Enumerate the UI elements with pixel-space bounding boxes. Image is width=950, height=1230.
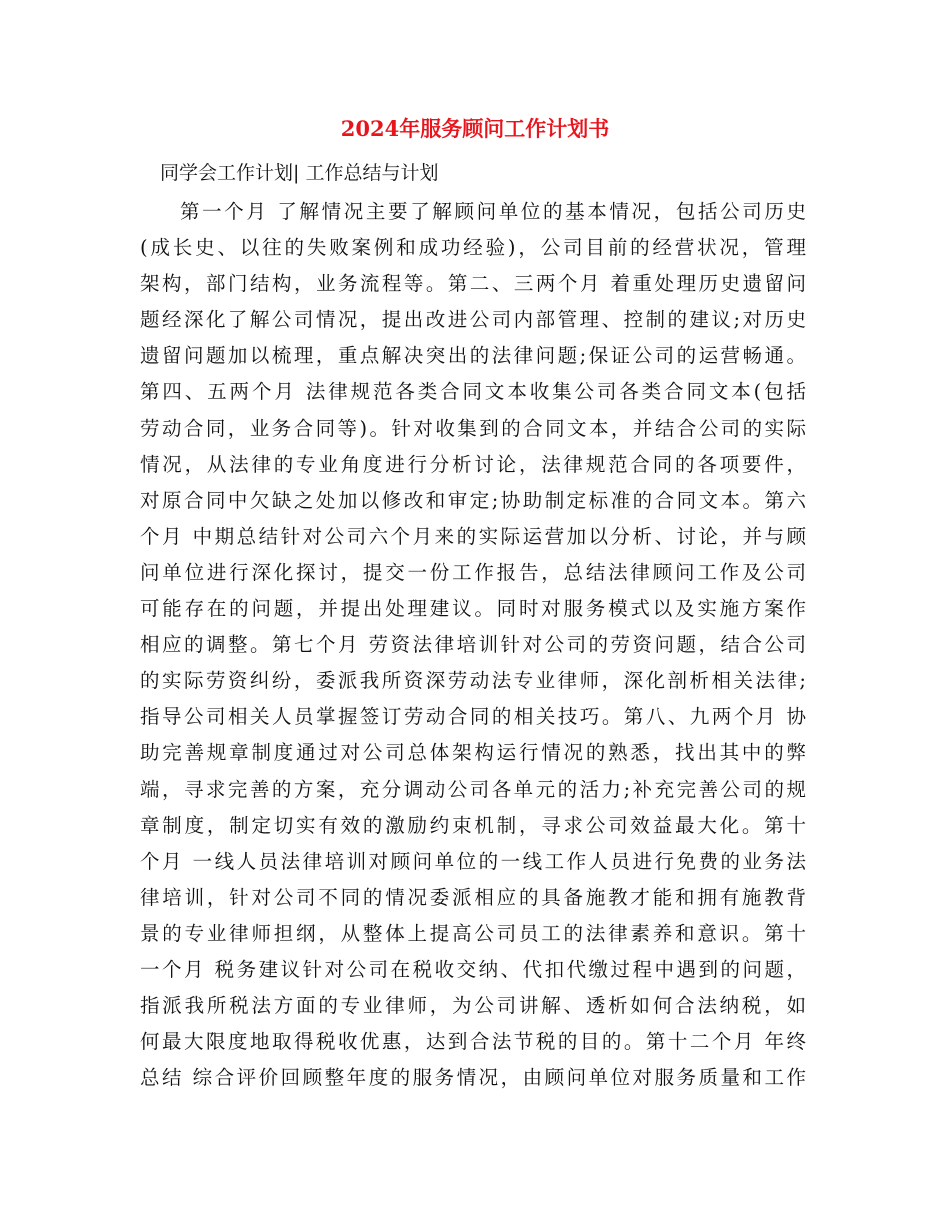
document-body	[140, 194, 806, 1096]
body-line: 指派我所税法方面的专业律师，为公司讲解、透析如何合法纳税，如	[140, 994, 806, 1018]
body-line: (成长史、以往的失败案例和成功经验)，公司目前的经营状况，管理	[140, 236, 806, 260]
body-line: 章制度，制定切实有效的激励约束机制，寻求公司效益最大化。第十	[140, 813, 806, 837]
body-line: 架构，部门结构，业务流程等。第二、三两个月 着重处理历史遗留问	[140, 272, 806, 296]
body-line: 可能存在的问题，并提出处理建议。同时对服务模式以及实施方案作	[140, 597, 806, 621]
body-line: 端，寻求完善的方案，充分调动公司各单元的活力;补充完善公司的规	[140, 777, 806, 801]
body-line: 对原合同中欠缺之处加以修改和审定;协助制定标准的合同文本。第六	[140, 488, 806, 512]
body-line: 何最大限度地取得税收优惠，达到合法节税的目的。第十二个月 年终	[140, 1030, 806, 1054]
body-line: 第四、五两个月 法律规范各类合同文本收集公司各类合同文本(包括	[140, 380, 806, 404]
body-line: 第一个月 了解情况主要了解顾问单位的基本情况，包括公司历史	[180, 200, 806, 223]
document-subtitle: 同学会工作计划| 工作总结与计划	[160, 162, 439, 184]
document-title: 2024年服务顾问工作计划书	[340, 116, 610, 141]
body-line: 助完善规章制度通过对公司总体架构运行情况的熟悉，找出其中的弊	[140, 741, 806, 765]
body-line: 景的专业律师担纲，从整体上提高公司员工的法律素养和意识。第十	[140, 921, 806, 945]
body-line: 相应的调整。第七个月 劳资法律培训针对公司的劳资问题，结合公司	[140, 633, 806, 657]
body-line: 遗留问题加以梳理，重点解决突出的法律问题;保证公司的运营畅通。	[140, 344, 806, 368]
body-line: 情况，从法律的专业角度进行分析讨论，法律规范合同的各项要件，	[140, 452, 806, 476]
body-line: 劳动合同，业务合同等)。针对收集到的合同文本，并结合公司的实际	[140, 416, 806, 440]
body-line: 一个月 税务建议针对公司在税收交纳、代扣代缴过程中遇到的问题，	[140, 957, 806, 981]
body-line: 总结 综合评价回顾整年度的服务情况，由顾问单位对服务质量和工作	[140, 1066, 806, 1090]
body-line: 个月 一线人员法律培训对顾问单位的一线工作人员进行免费的业务法	[140, 849, 806, 873]
body-line: 问单位进行深化探讨，提交一份工作报告，总结法律顾问工作及公司	[140, 560, 806, 584]
body-line: 题经深化了解公司情况，提出改进公司内部管理、控制的建议;对历史	[140, 308, 806, 332]
body-line: 指导公司相关人员掌握签订劳动合同的相关技巧。第八、九两个月 协	[140, 705, 806, 729]
body-line: 律培训，针对公司不同的情况委派相应的具备施教才能和拥有施教背	[140, 885, 806, 909]
body-line: 个月 中期总结针对公司六个月来的实际运营加以分析、讨论，并与顾	[140, 524, 806, 548]
body-line: 的实际劳资纠纷，委派我所资深劳动法专业律师，深化剖析相关法律;	[140, 669, 806, 693]
